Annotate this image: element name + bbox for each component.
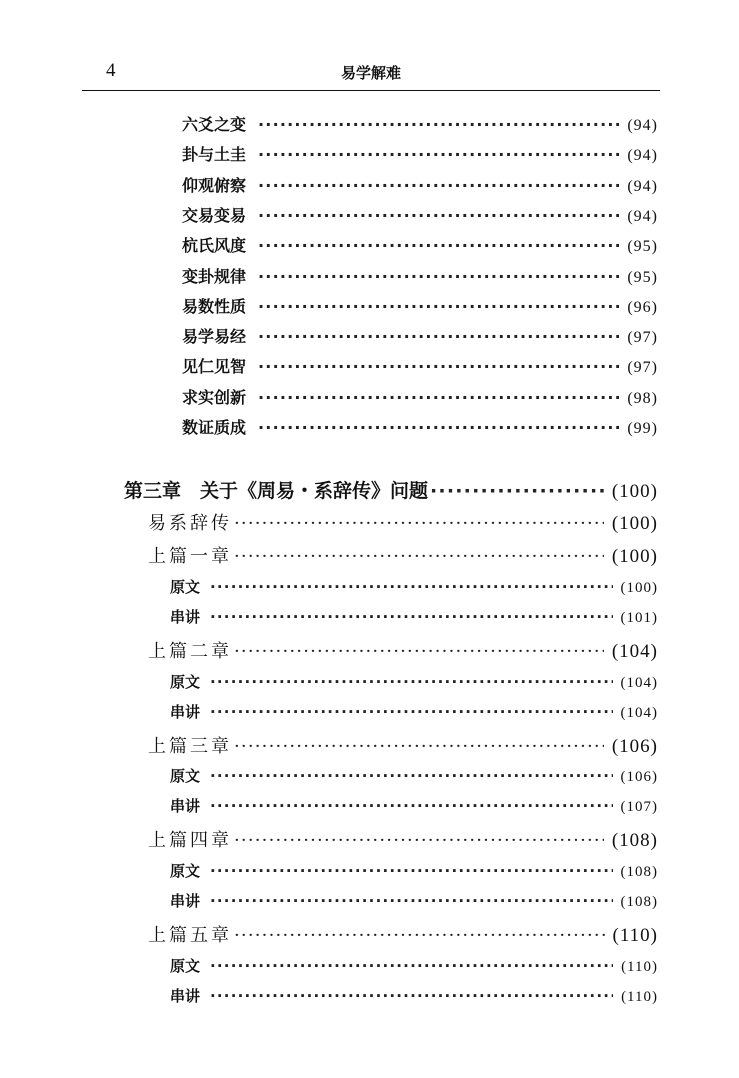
toc-entry-title: 仰观俯察 <box>182 176 247 195</box>
toc-entry-page: (94) <box>627 117 658 134</box>
toc-entry-page: (106) <box>620 769 658 785</box>
toc-entry <box>182 142 658 168</box>
toc-entry-page: (110) <box>612 925 658 946</box>
toc-entry-title: 杭氏风度 <box>182 236 247 255</box>
toc-entry-page: (94) <box>627 208 658 225</box>
toc-entry-title: 原文 <box>170 767 201 785</box>
toc-entry <box>182 354 658 380</box>
toc-entry <box>148 509 658 539</box>
toc-entry-page: (100) <box>620 580 658 596</box>
toc-entry-title: 易系辞传 <box>148 513 232 534</box>
toc-entry-page: (101) <box>620 610 658 626</box>
page-header <box>82 58 660 91</box>
toc-entry-page: (104) <box>620 705 658 721</box>
toc-entry <box>182 385 658 411</box>
dot-leader <box>258 327 619 346</box>
toc-entry-page: (94) <box>627 178 658 195</box>
toc-entry <box>170 765 658 791</box>
toc-entry <box>170 576 658 602</box>
dot-leader <box>210 862 612 880</box>
dot-leader <box>258 115 619 134</box>
toc-entry-title: 六爻之变 <box>182 115 247 134</box>
toc-entry-page: (95) <box>627 238 658 255</box>
toc-entry-title: 卦与土圭 <box>182 145 247 164</box>
chapter-title: 第三章 关于《周易・系辞传》问题 <box>124 480 429 502</box>
toc-entry <box>170 606 658 632</box>
chapter-heading <box>124 476 658 506</box>
toc-entry-title: 上篇三章 <box>148 736 232 757</box>
toc-entry-page: (96) <box>627 299 658 316</box>
toc-entry <box>170 890 658 916</box>
toc-entry <box>170 671 658 697</box>
toc-entry <box>182 173 658 199</box>
dot-leader <box>234 513 604 534</box>
toc-entry <box>148 826 658 856</box>
toc-entry-title: 串讲 <box>170 608 201 626</box>
page-number: 4 <box>106 60 116 81</box>
dot-leader <box>430 480 604 502</box>
toc-entry <box>148 921 658 951</box>
dot-leader <box>234 736 604 757</box>
toc-entry <box>170 795 658 821</box>
toc-entry-title: 见仁见智 <box>182 357 247 376</box>
toc-entry <box>182 233 658 259</box>
toc-entry-page: (100) <box>611 513 658 534</box>
dot-leader <box>234 546 604 567</box>
dot-leader <box>258 267 619 286</box>
dot-leader <box>210 767 612 785</box>
dot-leader <box>258 145 619 164</box>
toc-entry-title: 原文 <box>170 578 201 596</box>
toc-entry-title: 上篇一章 <box>148 546 232 567</box>
toc-entry-page: (108) <box>620 864 658 880</box>
toc-entry <box>148 542 658 572</box>
toc-entry-page: (97) <box>627 329 658 346</box>
toc-entry-title: 上篇四章 <box>148 830 232 851</box>
toc-entry-title: 串讲 <box>170 987 201 1005</box>
dot-leader <box>258 206 619 225</box>
toc-entry-title: 交易变易 <box>182 206 247 225</box>
toc-entry-page: (94) <box>627 147 658 164</box>
toc-entry-page: (110) <box>621 989 658 1005</box>
toc-entry <box>182 324 658 350</box>
toc-entry-page: (110) <box>621 959 658 975</box>
toc-entry-title: 串讲 <box>170 892 201 910</box>
toc-entry-page: (104) <box>620 675 658 691</box>
toc-entry-title: 求实创新 <box>182 388 247 407</box>
toc-entry-title: 原文 <box>170 957 201 975</box>
toc-entry-title: 变卦规律 <box>182 267 247 286</box>
toc-entry-page: (108) <box>620 894 658 910</box>
dot-leader <box>234 925 605 946</box>
dot-leader <box>210 797 612 815</box>
toc-entry-title: 串讲 <box>170 703 201 721</box>
toc-entry <box>148 637 658 667</box>
toc-entry-title: 串讲 <box>170 797 201 815</box>
dot-leader <box>210 578 612 596</box>
toc-entry <box>148 732 658 762</box>
dot-leader <box>210 987 613 1005</box>
toc-entry-title: 易学易经 <box>182 327 247 346</box>
toc-entry-page: (97) <box>627 359 658 376</box>
toc-entry-title: 上篇二章 <box>148 641 232 662</box>
toc-entry-page: (95) <box>627 269 658 286</box>
book-title: 易学解难 <box>340 64 401 82</box>
toc-entry-title: 易数性质 <box>182 297 247 316</box>
toc-entry <box>182 203 658 229</box>
toc-entry-page: (100) <box>611 546 658 567</box>
dot-leader <box>258 297 619 316</box>
dot-leader <box>210 673 612 691</box>
toc-entry <box>170 985 658 1011</box>
toc-entry-title: 数证质成 <box>182 418 247 437</box>
toc-entry-page: (106) <box>611 736 658 757</box>
dot-leader <box>258 388 619 407</box>
toc-entry-title: 原文 <box>170 673 201 691</box>
dot-leader <box>258 236 619 255</box>
toc-entry <box>182 294 658 320</box>
toc-entry-title: 原文 <box>170 862 201 880</box>
toc-entry-page: (108) <box>611 830 658 851</box>
dot-leader <box>210 608 612 626</box>
dot-leader <box>210 957 613 975</box>
toc-entry <box>170 701 658 727</box>
toc-entry-page: (98) <box>627 390 658 407</box>
toc-entry-page: (104) <box>611 641 658 662</box>
toc-entry <box>170 955 658 981</box>
toc-entry <box>182 415 658 441</box>
toc-entry-title: 上篇五章 <box>148 925 232 946</box>
chapter-page: (100) <box>611 481 658 502</box>
dot-leader <box>258 418 619 437</box>
dot-leader <box>258 357 619 376</box>
toc-entry <box>182 264 658 290</box>
toc-entry-page: (99) <box>627 420 658 437</box>
dot-leader <box>258 176 619 195</box>
toc-entry <box>182 112 658 138</box>
dot-leader <box>210 892 612 910</box>
dot-leader <box>234 641 604 662</box>
toc-entry-page: (107) <box>620 799 658 815</box>
dot-leader <box>210 703 612 721</box>
toc-entry <box>170 860 658 886</box>
dot-leader <box>234 830 604 851</box>
